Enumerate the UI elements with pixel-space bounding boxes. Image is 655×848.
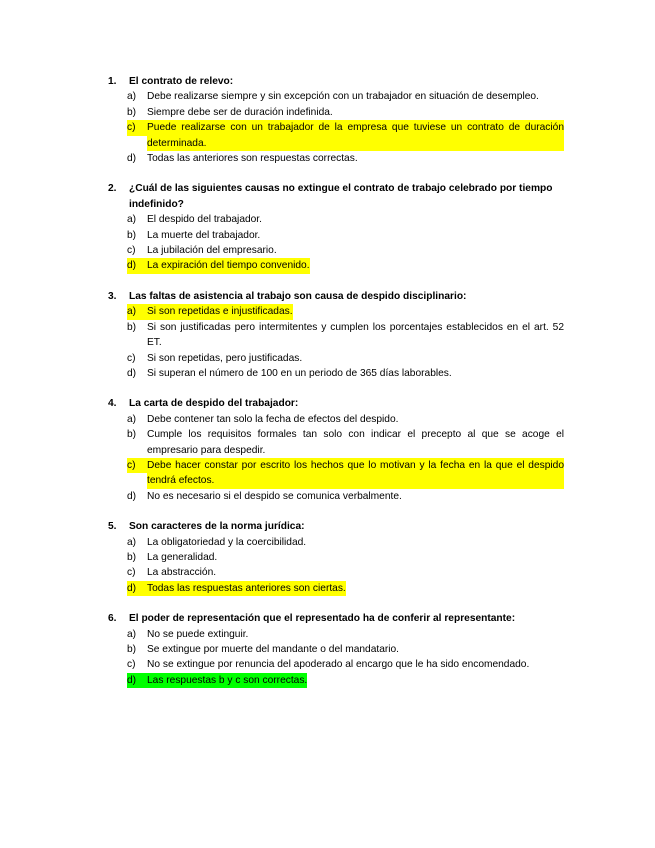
- option-letter: b): [127, 321, 137, 333]
- option-text: Si son justificadas pero intermitentes y cumplen los porcentajes establecidos en el art. 52 ET.: [147, 321, 564, 349]
- question-number: 5.: [108, 521, 117, 533]
- option-d-highlighted: [127, 673, 564, 688]
- option-letter: c): [127, 659, 136, 671]
- question-text: Las faltas de asistencia al trabajo son causa de despido disciplinario:: [129, 290, 467, 302]
- option-letter: c): [127, 352, 136, 364]
- option-text: Las respuestas b y c son correctas.: [147, 673, 307, 688]
- option-letter: d): [127, 367, 137, 379]
- option-a: [127, 627, 564, 642]
- option-c: [127, 565, 564, 580]
- question-text: El poder de representación que el representado ha de conferir al representante:: [129, 613, 516, 625]
- option-letter: d): [127, 153, 137, 165]
- question-4: [108, 396, 564, 504]
- option-text: No se puede extinguir.: [147, 628, 249, 640]
- option-letter: b): [127, 429, 137, 441]
- option-letter: c): [127, 567, 136, 579]
- option-list: [108, 212, 564, 274]
- question-number: 6.: [108, 613, 117, 625]
- question-header: [108, 289, 564, 304]
- option-b: [127, 642, 564, 657]
- option-text: La generalidad.: [147, 551, 218, 563]
- question-header: [108, 396, 564, 411]
- option-text: Puede realizarse con un trabajador de la empresa que tuviese un contrato de duración determinada.: [147, 120, 564, 151]
- question-text: ¿Cuál de las siguientes causas no extingue el contrato de trabajo celebrado por tiempo indefinido?: [129, 183, 553, 210]
- option-c-highlighted: [127, 120, 564, 151]
- question-2: [108, 181, 564, 273]
- option-c: [127, 657, 564, 672]
- option-text: Debe contener tan solo la fecha de efectos del despido.: [147, 413, 399, 425]
- question-header: [108, 611, 564, 626]
- option-b: [127, 550, 564, 565]
- question-number: 4.: [108, 398, 117, 410]
- option-d-highlighted: [127, 258, 564, 273]
- question-header: [108, 74, 564, 89]
- question-1: [108, 74, 564, 166]
- option-text: La muerte del trabajador.: [147, 229, 261, 241]
- option-d: [127, 151, 564, 166]
- option-c: [127, 243, 564, 258]
- option-a: [127, 89, 564, 104]
- option-a: [127, 212, 564, 227]
- option-text: No se extingue por renuncia del apoderado al encargo que le ha sido encomendado.: [147, 659, 530, 671]
- question-number: 2.: [108, 183, 117, 195]
- option-letter: d): [127, 258, 147, 273]
- option-text: Si superan el número de 100 en un periodo de 365 días laborables.: [147, 367, 452, 379]
- option-d: [127, 366, 564, 381]
- question-6: [108, 611, 564, 688]
- option-text: Debe realizarse siempre y sin excepción con un trabajador en situación de desempleo.: [147, 91, 539, 103]
- question-text: La carta de despido del trabajador:: [129, 398, 299, 410]
- option-letter: d): [127, 673, 147, 688]
- option-text: El despido del trabajador.: [147, 214, 262, 226]
- option-letter: b): [127, 229, 137, 241]
- option-letter: a): [127, 413, 137, 425]
- option-d-highlighted: [127, 581, 564, 596]
- option-b: [127, 105, 564, 120]
- option-list: [108, 627, 564, 689]
- question-number: 1.: [108, 76, 117, 87]
- option-text: Cumple los requisitos formales tan solo con indicar el precepto al que se acoge el empresario para despedir.: [147, 429, 564, 456]
- option-letter: c): [127, 458, 147, 473]
- option-letter: b): [127, 551, 137, 563]
- question-header: [108, 181, 564, 212]
- option-letter: b): [127, 106, 137, 118]
- question-5: [108, 519, 564, 596]
- option-c-highlighted: [127, 458, 564, 489]
- option-letter: c): [127, 120, 147, 135]
- option-letter: d): [127, 581, 147, 596]
- option-list: [108, 304, 564, 381]
- option-b: [127, 320, 564, 351]
- option-letter: a): [127, 91, 137, 103]
- option-b: [127, 228, 564, 243]
- option-letter: d): [127, 490, 137, 502]
- question-header: [108, 519, 564, 534]
- question-3: [108, 289, 564, 381]
- question-number: 3.: [108, 290, 117, 302]
- question-list: [108, 74, 564, 703]
- option-d: [127, 489, 564, 504]
- option-text: Si son repetidas e injustificadas.: [147, 304, 293, 319]
- option-a: [127, 412, 564, 427]
- option-b: [127, 427, 564, 458]
- option-text: Todas las anteriores son respuestas correctas.: [147, 153, 358, 165]
- option-text: No es necesario si el despido se comunica verbalmente.: [147, 490, 402, 502]
- option-list: [108, 535, 564, 597]
- option-a-highlighted: [127, 304, 564, 319]
- option-a: [127, 535, 564, 550]
- option-text: La jubilación del empresario.: [147, 245, 277, 257]
- option-text: Si son repetidas, pero justificadas.: [147, 352, 303, 364]
- option-letter: a): [127, 628, 137, 640]
- option-letter: a): [127, 214, 137, 226]
- option-letter: c): [127, 245, 136, 257]
- question-text: El contrato de relevo:: [129, 76, 234, 87]
- option-text: Debe hacer constar por escrito los hechos que lo motivan y la fecha en la que el despido tendrá efectos.: [147, 458, 564, 489]
- option-letter: a): [127, 536, 137, 548]
- option-text: La expiración del tiempo convenido.: [147, 258, 310, 273]
- option-text: Se extingue por muerte del mandante o del mandatario.: [147, 644, 400, 655]
- option-c: [127, 351, 564, 366]
- option-text: La obligatoriedad y la coercibilidad.: [147, 536, 307, 548]
- option-text: La abstracción.: [147, 567, 217, 579]
- question-text: Son caracteres de la norma jurídica:: [129, 521, 305, 533]
- option-list: [108, 412, 564, 504]
- option-list: [108, 89, 564, 166]
- option-text: Siempre debe ser de duración indefinida.: [147, 106, 333, 118]
- option-letter: b): [127, 644, 137, 655]
- option-text: Todas las respuestas anteriores son ciertas.: [147, 581, 346, 596]
- option-letter: a): [127, 304, 147, 319]
